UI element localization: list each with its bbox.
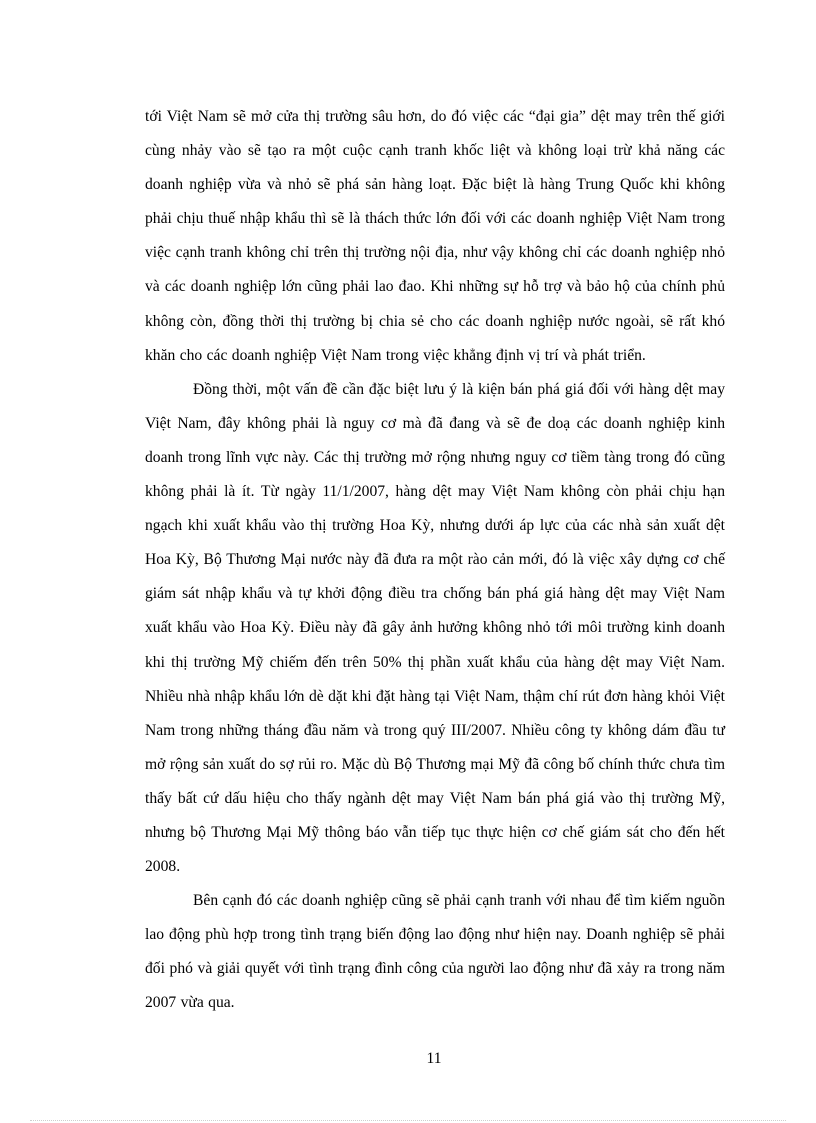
paragraph-2: Đồng thời, một vấn đề cần đặc biệt lưu ý là kiện bán phá giá đối với hàng dệt may Việt Nam, đây không phải là nguy cơ mà đã đang và sẽ đe doạ các doanh nghiệp kinh doanh trong lĩnh vực này. Các thị trường mở rộng nhưng nguy cơ tiềm tàng trong đó cũng không phải là ít. Từ ngày 11/1/2007, hàng dệt may Việt Nam không còn phải chịu hạn ngạch khi xuất khẩu vào thị trường Hoa Kỳ, nhưng dưới áp lực của các nhà sản xuất dệt Hoa Kỳ, Bộ Thương Mại nước này đã đưa ra một rào cản mới, đó là việc xây dựng cơ chế giám sát nhập khẩu và tự khởi động điều tra chống bán phá giá hàng dệt may Việt Nam xuất khẩu vào Hoa Kỳ. Điều này đã gây ảnh hưởng không nhỏ tới môi trường kinh doanh khi thị trường Mỹ chiếm đến trên 50% thị phần xuất khẩu của hàng dệt may Việt Nam. Nhiều nhà nhập khẩu lớn dè dặt khi đặt hàng tại Việt Nam, thậm chí rút đơn hàng khỏi Việt Nam trong những tháng đầu năm và trong quý III/2007. Nhiều công ty không dám đầu tư mở rộng sản xuất do sợ rủi ro. Mặc dù Bộ Thương mại Mỹ đã công bố chính thức chưa tìm thấy bất cứ dấu hiệu cho thấy ngành dệt may Việt Nam bán phá giá vào thị trường Mỹ, nhưng bộ Thương Mại Mỹ thông báo vẫn tiếp tục thực hiện cơ chế giám sát cho đến hết 2008.	[145, 380, 725, 876]
footer-divider	[30, 1120, 786, 1121]
body-text	[145, 100, 725, 1021]
page-number: 11	[426, 1050, 442, 1067]
paragraph-3: Bên cạnh đó các doanh nghiệp cũng sẽ phải cạnh tranh với nhau để tìm kiếm nguồn lao động phù hợp trong tình trạng biến động lao động như hiện nay. Doanh nghiệp sẽ phải đối phó và giải quyết với tình trạng đình công của người lao động như đã xảy ra trong năm 2007 vừa qua.	[145, 892, 725, 1012]
paragraph-1: tới Việt Nam sẽ mở cửa thị trường sâu hơn, do đó việc các “đại gia” dệt may trên thế giới cùng nhảy vào sẽ tạo ra một cuộc cạnh tranh khốc liệt và không loại trừ khả năng các doanh nghiệp vừa và nhỏ sẽ phá sản hàng loạt. Đặc biệt là hàng Trung Quốc khi không phải chịu thuế nhập khẩu thì sẽ là thách thức lớn đối với các doanh nghiệp Việt Nam trong việc cạnh tranh không chỉ trên thị trường nội địa, như vậy không chỉ các doanh nghiệp nhỏ và các doanh nghiệp lớn cũng phải lao đao. Khi những sự hỗ trợ và bảo hộ của chính phủ không còn, đồng thời thị trường bị chia sẻ cho các doanh nghiệp nước ngoài, sẽ rất khó khăn cho các doanh nghiệp Việt Nam trong việc khẳng định vị trí và phát triển.	[145, 108, 725, 364]
